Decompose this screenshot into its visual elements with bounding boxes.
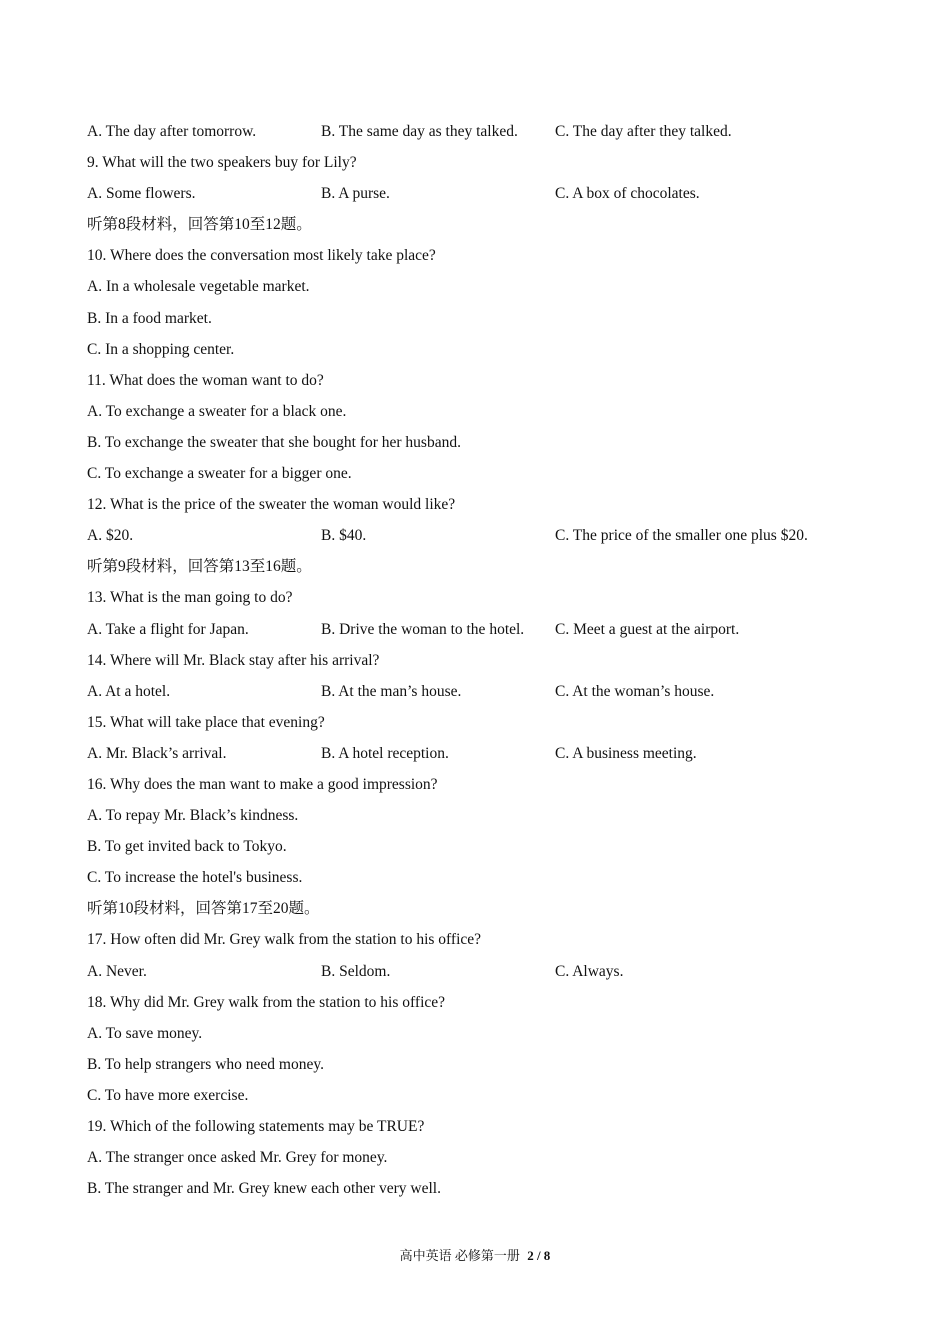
section-instruction: 听第10段材料，回答第17至20题。	[87, 900, 320, 918]
answer-option: B. A purse.	[321, 185, 390, 203]
answer-option: B. To help strangers who need money.	[87, 1055, 324, 1073]
answer-option: A. The stranger once asked Mr. Grey for money.	[87, 1149, 388, 1167]
answer-option: C. The price of the smaller one plus $20.	[555, 527, 808, 545]
options-row	[87, 520, 877, 551]
answer-option: C. A box of chocolates.	[555, 185, 700, 203]
answer-option: C. To have more exercise.	[87, 1086, 249, 1104]
question-text: 19. Which of the following statements may be TRUE?	[87, 1118, 425, 1135]
answer-option: A. At a hotel.	[87, 682, 171, 700]
page-number: 2 / 8	[527, 1248, 551, 1263]
section-instruction: 听第9段材料，回答第13至16题。	[87, 558, 312, 576]
answer-option: B. Drive the woman to the hotel.	[321, 620, 525, 638]
answer-option: C. The day after they talked.	[555, 123, 732, 140]
answer-option: C. Meet a guest at the airport.	[555, 620, 740, 638]
options-row	[87, 738, 877, 769]
answer-option: C. A business meeting.	[555, 744, 697, 762]
answer-option: A. To exchange a sweater for a black one.	[87, 402, 347, 420]
question-text: 13. What is the man going to do?	[87, 589, 293, 607]
answer-option: C. To increase the hotel's business.	[87, 869, 303, 887]
question-text: 18. Why did Mr. Grey walk from the station to his office?	[87, 993, 446, 1011]
document-body	[87, 116, 877, 1204]
section-instruction: 听第8段材料，回答第10至12题。	[87, 216, 312, 234]
answer-option: B. In a food market.	[87, 309, 212, 327]
answer-option: C. At the woman’s house.	[555, 682, 715, 700]
options-row	[87, 178, 877, 209]
answer-option: C. Always.	[555, 962, 624, 980]
footer-label: 高中英语 必修第一册	[399, 1248, 520, 1263]
question-text: 15. What will take place that evening?	[87, 713, 325, 731]
question-text: 10. Where does the conversation most likely take place?	[87, 247, 436, 265]
options-row	[87, 956, 877, 987]
answer-option: B. A hotel reception.	[321, 744, 449, 762]
answer-option: B. Seldom.	[321, 962, 391, 980]
page-footer	[0, 1246, 950, 1266]
answer-option: A. To repay Mr. Black’s kindness.	[87, 807, 299, 825]
answer-option: A. Mr. Black’s arrival.	[87, 744, 227, 762]
options-row	[87, 676, 877, 707]
answer-option: C. To exchange a sweater for a bigger one.	[87, 465, 352, 483]
answer-option: B. To get invited back to Tokyo.	[87, 838, 287, 856]
question-text: 9. What will the two speakers buy for Lily?	[87, 154, 357, 172]
answer-option: A. Never.	[87, 962, 147, 980]
question-text: 14. Where will Mr. Black stay after his arrival?	[87, 651, 380, 669]
question-text: 12. What is the price of the sweater the woman would like?	[87, 496, 456, 514]
answer-option: A. In a wholesale vegetable market.	[87, 278, 310, 296]
answer-option: A. $20.	[87, 527, 134, 545]
answer-option: A. To save money.	[87, 1024, 203, 1042]
question-text: 17. How often did Mr. Grey walk from the station to his office?	[87, 931, 482, 949]
question-text: 11. What does the woman want to do?	[87, 371, 324, 389]
options-row	[87, 116, 877, 147]
answer-option: B. At the man’s house.	[321, 682, 462, 700]
answer-option: B. To exchange the sweater that she bought for her husband.	[87, 433, 461, 451]
answer-option: B. The same day as they talked.	[321, 123, 518, 140]
answer-option: A. Some flowers.	[87, 185, 196, 203]
options-row	[87, 614, 877, 645]
answer-option: A. Take a flight for Japan.	[87, 620, 249, 638]
answer-option: B. $40.	[321, 527, 367, 545]
answer-option: C. In a shopping center.	[87, 340, 235, 358]
answer-option: A. The day after tomorrow.	[87, 123, 257, 140]
answer-option: B. The stranger and Mr. Grey knew each other very well.	[87, 1180, 441, 1198]
question-text: 16. Why does the man want to make a good impression?	[87, 775, 438, 793]
